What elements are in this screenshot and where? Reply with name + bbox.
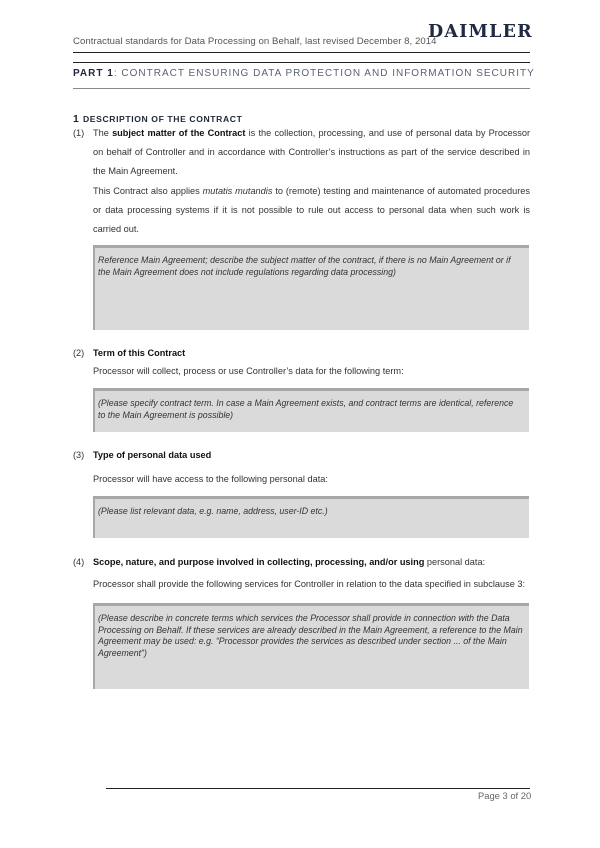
section-title: DESCRIPTION OF THE CONTRACT — [82, 114, 243, 124]
clause-1-paragraph-2 — [93, 182, 530, 239]
clause-4-text: Processor shall provide the following services for Controller in relation to the data specified in subclause 3: — [93, 579, 526, 589]
header-rule — [73, 52, 530, 53]
clause-4-title-bold: Scope, nature, and purpose involved in collecting, processing, and/or using — [93, 557, 425, 567]
clause-4-title-rest: personal data: — [424, 557, 486, 567]
clause-2-number: (2) — [73, 348, 85, 358]
daimler-logo: DAIMLER — [428, 22, 533, 42]
clause-1-bold: subject matter of the Contract — [112, 128, 246, 138]
clause-2-input-box[interactable]: (Please specify contract term. In case a Main Agreement exists, and contract terms are identical, reference to the Main Agreement is possible) — [93, 388, 529, 432]
clause-4-number: (4) — [73, 557, 85, 567]
part-separator: : — [113, 68, 118, 79]
part-title-text: CONTRACT ENSURING DATA PROTECTION AND INFORMATION SECURITY — [121, 68, 535, 79]
clause-4-title — [93, 557, 533, 567]
clause-2-title: Term of this Contract — [93, 348, 186, 358]
page-number: Page 3 of 20 — [478, 790, 532, 801]
clause-3-title: Type of personal data used — [93, 450, 212, 460]
clause-1-text-post: is the collection, processing, and use of personal data by Processor on behalf of Controller and in accordance with Controller’s instructions as part of the service described in the Main Agreement. — [93, 128, 531, 176]
clause-1-para2-pre: This Contract also applies — [93, 186, 203, 196]
clause-2-text: Processor will collect, process or use Controller’s data for the following term: — [93, 366, 404, 376]
clause-1-text-pre: The — [93, 128, 113, 138]
clause-4-input-box[interactable]: (Please describe in concrete terms which services the Processor shall provide in connection with the Data Processing on Behalf. If these services are already described in the Main Agreement, a reference to the Main Agreement may be used: e.g. “Processor provides the services as described under section ... of the Main Agreement”) — [93, 603, 529, 689]
section-number: 1 — [73, 113, 80, 125]
clause-3-number: (3) — [73, 450, 85, 460]
clause-1-number: (1) — [73, 128, 85, 138]
part-top-rule — [73, 62, 530, 63]
document-header-text: Contractual standards for Data Processing on Behalf, last revised December 8, 2014 — [73, 36, 437, 47]
part-title — [73, 68, 535, 79]
clause-1-input-box[interactable]: Reference Main Agreement; describe the subject matter of the contract, if there is no Main Agreement or if the Main Agreement does not include regulations regarding data processing) — [93, 245, 529, 330]
part-bottom-rule — [73, 88, 530, 89]
clause-1-paragraph — [93, 124, 530, 181]
clause-1-para2-italic: mutatis mutandis — [202, 186, 273, 196]
part-label: PART 1 — [73, 68, 114, 79]
footer-rule — [106, 788, 530, 789]
clause-3-input-box[interactable]: (Please list relevant data, e.g. name, address, user-ID etc.) — [93, 496, 529, 538]
clause-1-para2-post: to (remote) testing and maintenance of automated procedures or data processing systems if it is not possible to rule out access to personal data when such work is carried out. — [93, 186, 530, 234]
clause-3-text: Processor will have access to the following personal data: — [93, 474, 328, 484]
